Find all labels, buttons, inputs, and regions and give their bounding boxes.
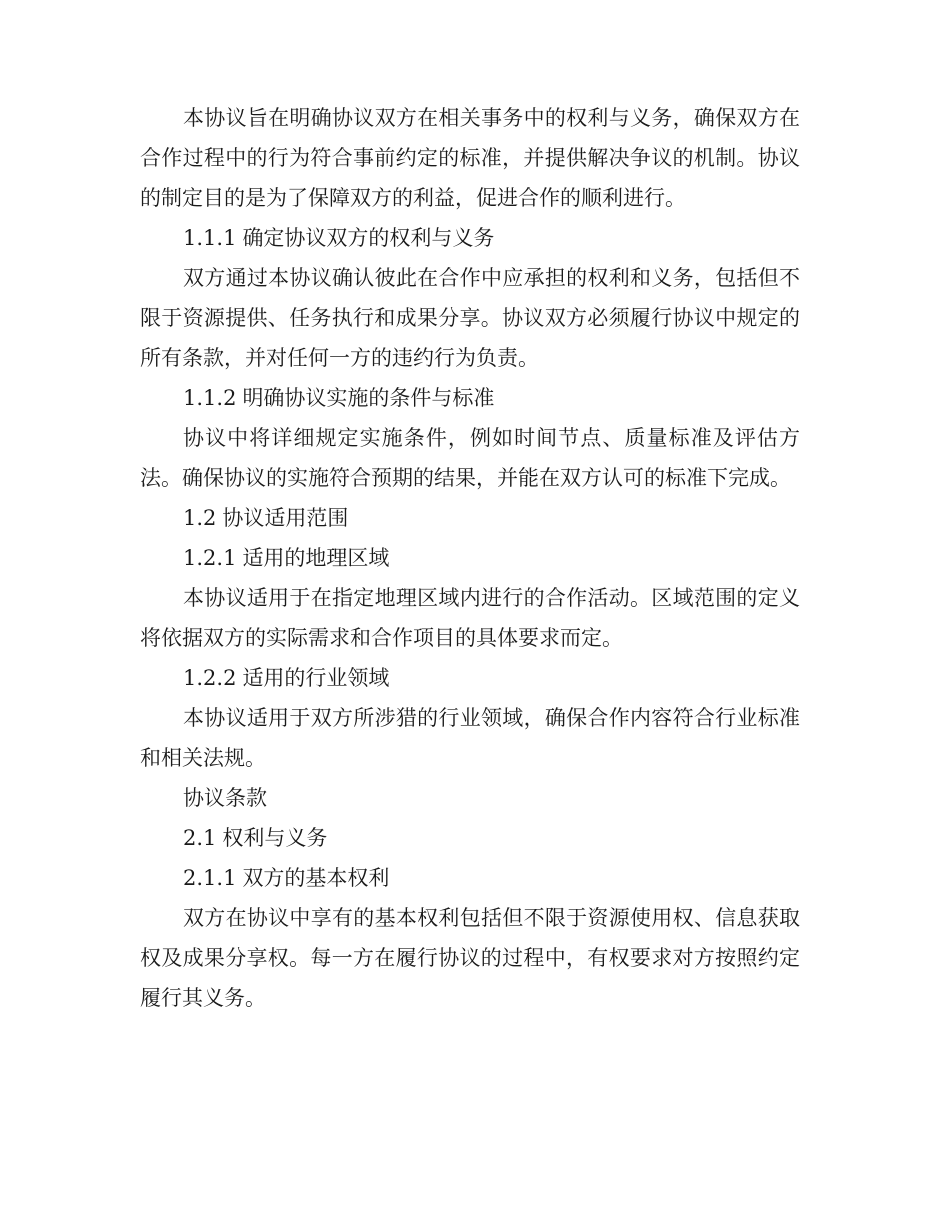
section-body-1-2-1: 本协议适用于在指定地理区域内进行的合作活动。区域范围的定义将依据双方的实际需求和合作项目的具体要求而定。 bbox=[140, 586, 800, 650]
section-number: 1.1.2 bbox=[183, 386, 237, 410]
document-page bbox=[140, 98, 800, 1018]
section-heading-1-2-2 bbox=[140, 658, 800, 698]
section-body-1-2-2: 本协议适用于双方所涉猎的行业领域，确保合作内容符合行业标准和相关法规。 bbox=[140, 706, 800, 770]
section-number: 1.1.1 bbox=[183, 226, 237, 250]
section-number: 1.2.1 bbox=[183, 546, 237, 570]
section-heading-2-1-1 bbox=[140, 858, 800, 898]
terms-heading: 协议条款 bbox=[183, 786, 267, 810]
section-number: 1.2.2 bbox=[183, 666, 237, 690]
section-body-1-1-1: 双方通过本协议确认彼此在合作中应承担的权利和义务，包括但不限于资源提供、任务执行和成果分享。协议双方必须履行协议中规定的所有条款，并对任何一方的违约行为负责。 bbox=[140, 266, 800, 370]
section-heading-1-2 bbox=[140, 498, 800, 538]
section-number: 2.1 bbox=[183, 826, 217, 850]
section-title: 确定协议双方的权利与义务 bbox=[242, 226, 495, 250]
section-title: 适用的地理区域 bbox=[242, 546, 390, 570]
section-body-1-1-2: 协议中将详细规定实施条件，例如时间节点、质量标准及评估方法。确保协议的实施符合预期的结果，并能在双方认可的标准下完成。 bbox=[140, 426, 800, 490]
section-title: 双方的基本权利 bbox=[242, 866, 390, 890]
section-number: 2.1.1 bbox=[183, 866, 237, 890]
section-heading-1-1-2 bbox=[140, 378, 800, 418]
section-number: 1.2 bbox=[183, 506, 217, 530]
section-title: 适用的行业领域 bbox=[242, 666, 390, 690]
section-title: 明确协议实施的条件与标准 bbox=[242, 386, 495, 410]
section-body-2-1-1: 双方在协议中享有的基本权利包括但不限于资源使用权、信息获取权及成果分享权。每一方在履行协议的过程中，有权要求对方按照约定履行其义务。 bbox=[140, 906, 800, 1010]
section-title: 权利与义务 bbox=[222, 826, 328, 850]
intro-paragraph: 本协议旨在明确协议双方在相关事务中的权利与义务，确保双方在合作过程中的行为符合事前约定的标准，并提供解决争议的机制。协议的制定目的是为了保障双方的利益，促进合作的顺利进行。 bbox=[140, 106, 800, 210]
section-title: 协议适用范围 bbox=[222, 506, 349, 530]
section-heading-1-2-1 bbox=[140, 538, 800, 578]
section-heading-2-1 bbox=[140, 818, 800, 858]
section-heading-1-1-1 bbox=[140, 218, 800, 258]
